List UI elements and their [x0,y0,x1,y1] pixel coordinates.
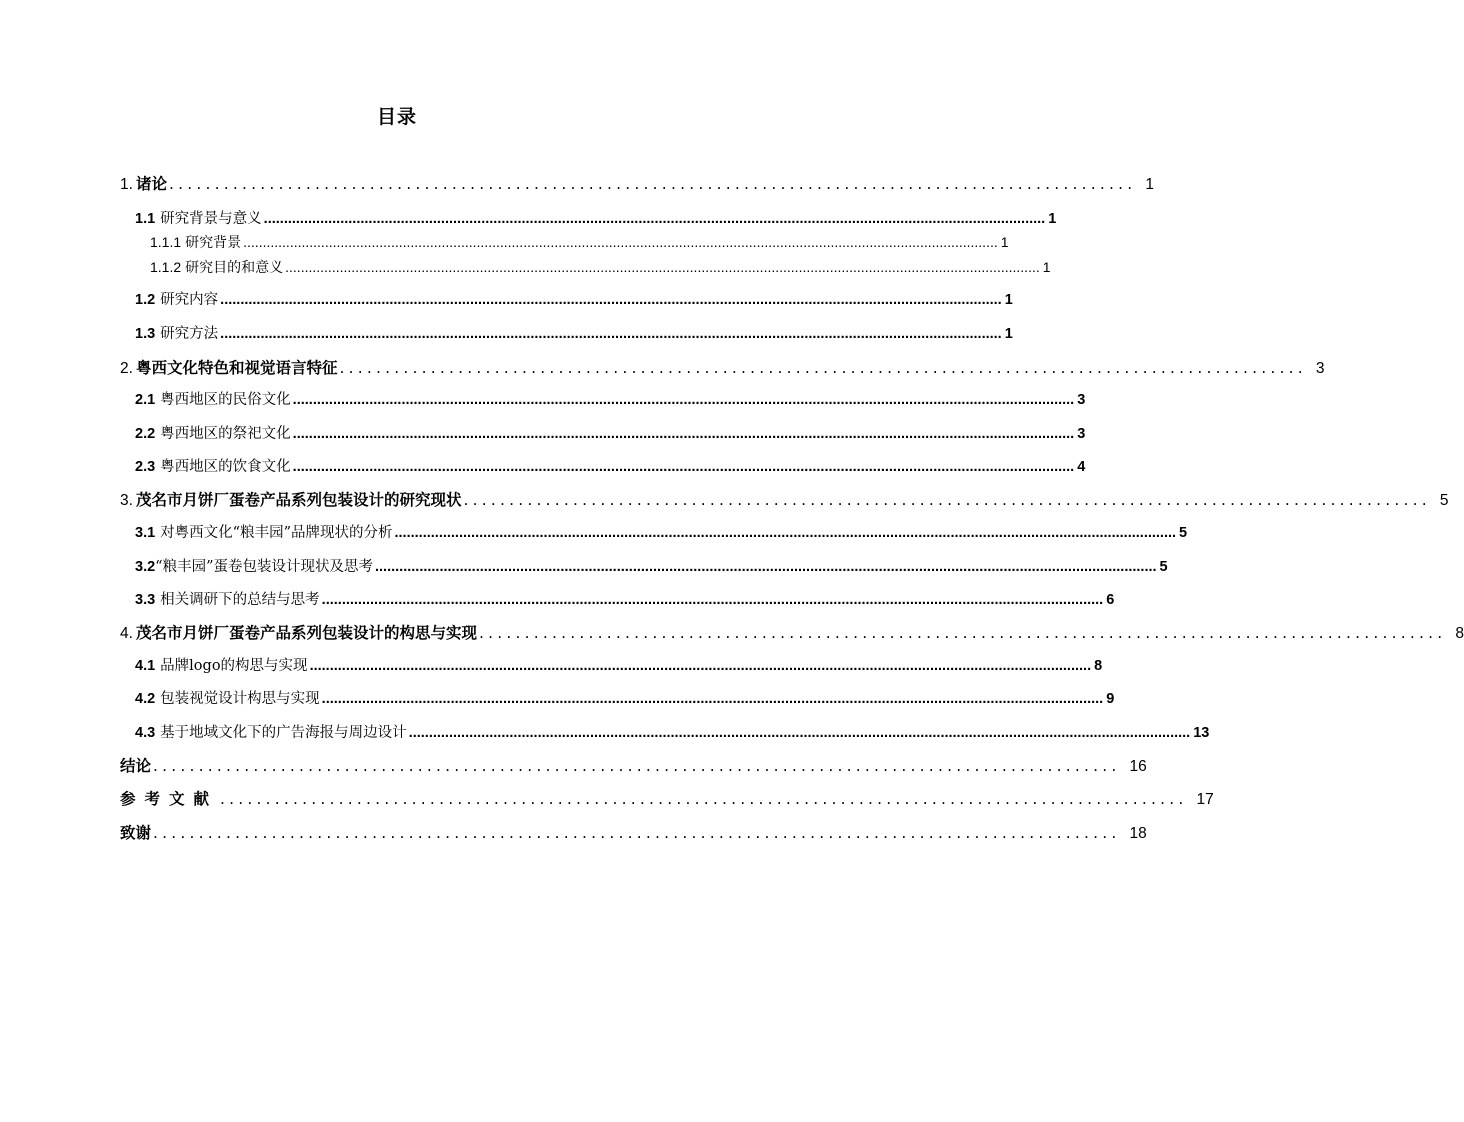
toc-leader: .................................................................................................................................................................................................. [321,691,1104,707]
toc-entry-title: 研究目的和意义 [185,260,284,276]
toc-entry-3-2[interactable] [135,555,1168,576]
toc-entry-page: 18 [1129,825,1147,842]
toc-entry-page: 5 [1179,525,1188,541]
toc-entry-4-2[interactable] [135,687,1115,708]
toc-entry-number: 2.1 [135,392,156,408]
toc-entry-page: 4 [1077,459,1086,475]
toc-entry-page: 5 [1159,559,1168,575]
toc-leader: .......................................................................................................... [220,790,1188,808]
toc-entry-3[interactable] [120,488,1449,510]
toc-entry-title: 茂名市月饼厂蛋卷产品系列包装设计的构思与实现 [135,624,477,642]
toc-leader: .......................................................................................................... [478,624,1447,642]
toc-entry-title: 参考文献 [120,790,219,808]
toc-entry-number: 4.1 [135,658,156,674]
toc-entry-title: 研究内容 [160,292,219,308]
toc-entry-page: 3 [1077,392,1086,408]
toc-entry-title: 茂名市月饼厂蛋卷产品系列包装设计的研究现状 [135,491,462,509]
toc-entry-2-2[interactable] [135,422,1086,443]
toc-entry-1-1[interactable] [135,207,1057,228]
toc-entry-title: “粮丰园”蛋卷包装设计现状及思考 [155,559,373,575]
toc-entry-title: 粤西地区的饮食文化 [160,459,291,475]
toc-entry-4-1[interactable] [135,654,1103,675]
toc-leader: .......................................................................................................... [153,824,1121,842]
toc-entry-title: 相关调研下的总结与思考 [160,592,320,608]
toc-entry-number: 4.2 [135,691,156,707]
toc-leader: .................................................................................................................................................................................................. [408,725,1191,741]
toc-entry-1[interactable] [120,172,1155,194]
toc-entry-number: 2.2 [135,426,156,442]
toc-entry-number: 1. [120,176,133,193]
toc-title: 目录 [376,106,417,128]
toc-leader: .......................................................................................................... [463,491,1431,509]
toc-entry-page: 16 [1129,758,1147,775]
toc-entry-title: 包装视觉设计构思与实现 [160,691,320,707]
toc-entry-page: 1 [1000,234,1009,250]
toc-entry-page: 3 [1315,360,1325,377]
toc-entry-acknowledgements[interactable] [120,821,1147,843]
toc-entry-2[interactable] [120,356,1325,378]
toc-entry-page: 8 [1455,625,1464,642]
toc-leader: .................................................................................................................................................................................................. [394,525,1177,541]
toc-entry-1-1-2[interactable] [150,257,1051,277]
toc-entry-number: 4.3 [135,725,156,741]
toc-entry-page: 1 [1048,211,1057,227]
toc-entry-title: 致谢 [120,824,152,842]
toc-entry-number: 3. [120,492,133,509]
toc-leader: .................................................................................................................................................................................................. [292,426,1075,442]
toc-entry-title: 研究背景 [185,235,242,251]
toc-leader: .................................................................................................................................................................................................. [321,592,1104,608]
toc-leader: .................................................................................................................................................................................................. [285,259,1040,275]
toc-entry-number: 1.3 [135,326,156,342]
toc-entry-page: 1 [1004,326,1013,342]
toc-entry-title: 粤西地区的祭祀文化 [160,426,291,442]
toc-entry-page: 6 [1106,592,1115,608]
toc-entry-title: 品牌logo的构思与实现 [160,658,308,674]
toc-entry-2-3[interactable] [135,455,1086,476]
toc-entry-title: 粤西地区的民俗文化 [160,392,291,408]
toc-entry-4-3[interactable] [135,721,1210,742]
toc-entry-page: 5 [1439,492,1449,509]
toc-leader: .................................................................................................................................................................................................. [309,658,1092,674]
toc-entry-page: 8 [1094,658,1103,674]
toc-entry-title: 诸论 [135,175,167,193]
toc-entry-title: 结论 [120,757,152,775]
toc-entry-number: 1.1.1 [150,234,182,250]
toc-entry-page: 9 [1106,691,1115,707]
toc-entry-page: 3 [1077,426,1086,442]
toc-entry-page: 13 [1193,725,1210,741]
toc-entry-number: 1.1 [135,211,156,227]
toc-entry-references[interactable] [120,787,1214,809]
toc-entry-page: 1 [1042,259,1051,275]
toc-entry-conclusion[interactable] [120,754,1147,776]
toc-leader: .................................................................................................................................................................................................. [375,559,1157,575]
toc-leader: .................................................................................................................................................................................................. [220,292,1002,308]
toc-entry-3-3[interactable] [135,588,1115,609]
toc-entry-number: 2.3 [135,459,156,475]
toc-entry-1-2[interactable] [135,288,1013,309]
toc-entry-page: 17 [1196,791,1214,808]
toc-leader: .......................................................................................................... [168,175,1137,193]
toc-leader: .................................................................................................................................................................................................. [292,392,1075,408]
toc-entry-page: 1 [1004,292,1013,308]
toc-entry-number: 3.2 [135,559,156,575]
toc-entry-title: 粤西文化特色和视觉语言特征 [135,359,338,377]
toc-leader: .................................................................................................................................................................................................. [292,459,1075,475]
toc-leader: .......................................................................................................... [153,757,1121,775]
toc-entry-number: 3.1 [135,525,156,541]
toc-entry-title: 基于地域文化下的广告海报与周边设计 [160,725,407,741]
toc-entry-number: 3.3 [135,592,156,608]
toc-entry-title: 研究背景与意义 [160,211,262,227]
toc-leader: .......................................................................................................... [339,359,1307,377]
toc-entry-number: 2. [120,360,133,377]
toc-entry-3-1[interactable] [135,521,1188,542]
toc-entry-4[interactable] [120,621,1464,643]
toc-entry-number: 1.1.2 [150,259,182,275]
toc-leader: .................................................................................................................................................................................................. [243,234,998,250]
toc-entry-number: 4. [120,625,133,642]
toc-entry-2-1[interactable] [135,388,1086,409]
toc-entry-page: 1 [1145,176,1155,193]
toc-entry-title: 研究方法 [160,326,219,342]
toc-entry-title: 对粤西文化“粮丰园”品牌现状的分析 [160,525,393,541]
toc-leader: .................................................................................................................................................................................................. [220,326,1002,342]
toc-entry-number: 1.2 [135,292,156,308]
toc-entry-1-1-1[interactable] [150,232,1009,252]
toc-entry-1-3[interactable] [135,322,1013,343]
toc-leader: .................................................................................................................................................................................................. [263,211,1046,227]
